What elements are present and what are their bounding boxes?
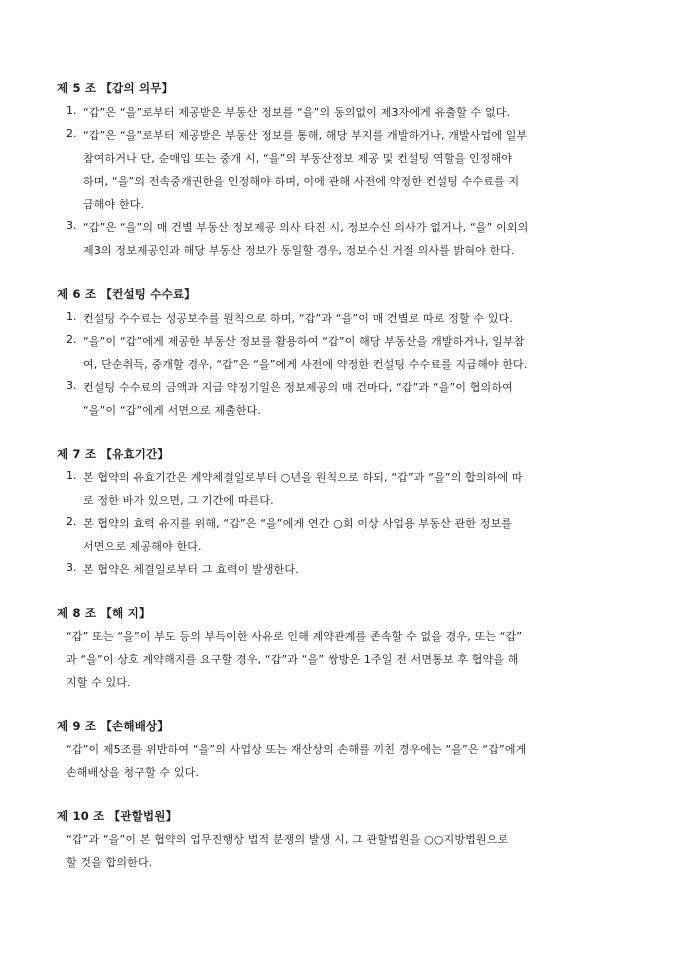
article-5-item-2-text: 하며, “을”의 전속중개권한을 인정해야 하며, 이에 관해 사전에 약정한 컨설팅 수수료를 지 [83, 175, 520, 188]
article-5-item-2-number: 2. [66, 127, 77, 140]
article-7-item-2-text: 본 협약의 효력 유지를 위해, “갑”은 “을”에게 연간 ○회 이상 사업용 부동산 관한 정보를 [83, 517, 513, 530]
article-9-heading: 제 9 조 【손해배상】 [57, 719, 170, 733]
article-7-item-1-number: 1. [66, 469, 77, 482]
article-7-item-2-text: 서면으로 제공해야 한다. [83, 540, 202, 553]
article-5-item-2-text: “갑”은 “을”로부터 제공받은 부동산 정보를 통해, 해당 부지를 개발하거나, 개발사업에 일부 [83, 129, 528, 142]
article-8-paragraph-line: 지할 수 있다. [66, 676, 131, 689]
article-9-paragraph-line: “갑”이 제5조를 위반하여 “을”의 사업상 또는 재산상의 손해를 끼친 경우에는 “을”은 “갑”에게 [66, 743, 527, 756]
article-7-item-1-text: 로 정한 바가 있으면, 그 기간에 따른다. [83, 494, 274, 507]
article-7-heading: 제 7 조 【유효기간】 [57, 447, 170, 461]
article-6-item-3-text: “을”이 “갑”에게 서면으로 제출한다. [83, 404, 262, 417]
article-9-paragraph-line: 손해배상을 청구할 수 있다. [66, 766, 200, 779]
article-7-item-2-number: 2. [66, 515, 77, 528]
article-6-item-2-number: 2. [66, 333, 77, 346]
article-5-item-2-text: 참여하거나 단, 순매입 또는 중개 시, “을”의 부동산정보 제공 및 컨설팅 역할을 인정해야 [83, 152, 513, 165]
article-8-heading: 제 8 조 【해 지】 [57, 606, 151, 620]
article-6-item-3-number: 3. [66, 379, 77, 392]
article-5-heading: 제 5 조 【갑의 의무】 [57, 81, 174, 95]
article-6-heading: 제 6 조 【컨설팅 수수료】 [57, 287, 196, 301]
article-10-paragraph-line: 할 것을 합의한다. [66, 856, 153, 869]
article-8-paragraph-line: 과 “을”이 상호 계약해지를 요구할 경우, “갑”과 “을” 쌍방은 1주일 전 서면통보 후 협약을 해 [66, 653, 519, 666]
article-5-item-3-text: “갑”은 “을”의 매 건별 부동산 정보제공 의사 타진 시, 정보수신 의사가 없거나, “을” 이외의 [83, 221, 529, 234]
article-10-paragraph-line: “갑”과 “을”이 본 협약의 업무진행상 법적 분쟁의 발생 시, 그 관할법원을 ○○지방법원으로 [66, 833, 509, 846]
article-5-item-2-text: 급해야 한다. [83, 198, 145, 211]
article-10-heading: 제 10 조 【관할법원】 [57, 809, 178, 823]
article-6-item-2-text: 여, 단순취득, 중개할 경우, “갑”은 “을”에게 사전에 약정한 컨설팅 수수료를 지급해야 한다. [83, 358, 528, 371]
article-6-item-3-text: 컨설팅 수수료의 금액과 지급 약정기일은 정보제공의 매 건마다, “갑”과 “을”이 협의하여 [83, 381, 513, 394]
article-7-item-1-text: 본 협약의 유효기간은 계약체결일로부터 ○년을 원칙으로 하되, “갑”과 “을”의 합의하에 따 [83, 471, 523, 484]
article-7-item-3-text: 본 협약은 체결일로부터 그 효력이 발생한다. [83, 563, 299, 576]
article-7-item-3-number: 3. [66, 561, 77, 574]
article-5-item-3-number: 3. [66, 219, 77, 232]
article-6-item-2-text: “을”이 “갑”에게 제공한 부동산 정보를 활용하여 “갑”이 해당 부동산을 개발하거나, 일부참 [83, 335, 525, 348]
article-5-item-1-text: “갑”은 “을”로부터 제공받은 부동산 정보를 “을”의 동의없이 제3자에게 유출할 수 없다. [83, 106, 511, 119]
article-8-paragraph-line: “갑” 또는 “을”이 부도 등의 부득이한 사유로 인해 계약관계를 존속할 수 없을 경우, 또는 “갑” [66, 630, 523, 643]
article-6-item-1-number: 1. [66, 310, 77, 323]
article-5-item-1-number: 1. [66, 104, 77, 117]
article-6-item-1-text: 컨설팅 수수료는 성공보수를 원칙으로 하며, “갑”과 “을”이 매 건별로 따로 정할 수 있다. [83, 312, 514, 325]
article-5-item-3-text: 제3의 정보제공인과 해당 부동산 정보가 동일할 경우, 정보수신 거절 의사를 밝혀야 한다. [83, 244, 515, 257]
